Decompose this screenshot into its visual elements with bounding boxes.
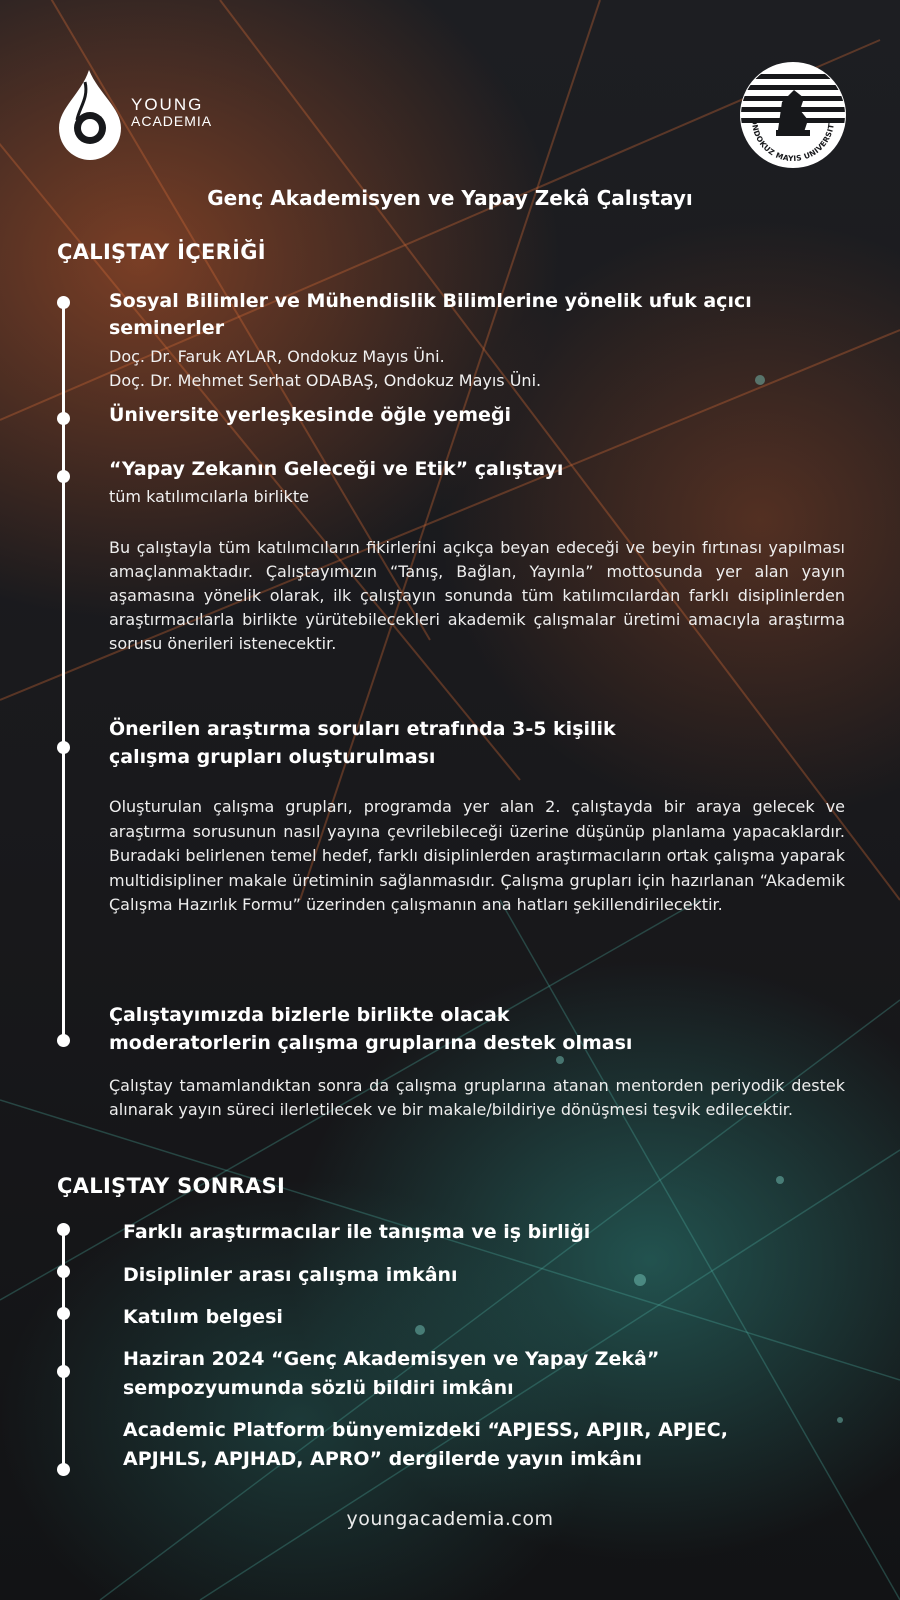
content-item-groups-title-line1: Önerilen araştırma soruları etrafında 3-5 kişilik: [109, 718, 616, 740]
timeline-dot: [57, 470, 70, 483]
content-item-ai-ethics-paragraph: Bu çalıştayla tüm katılımcıların fikirlerini açıkça beyan edeceği ve beyin fırtınası yapılması amaçlanmaktadır. Çalıştayımızın “Tanış, Bağlan, Yayınla” mottosunda yer alan yayın aşamasına yönelik olarak, ilk çalıştayın sonunda tüm katılımcılardan farklı disiplinlerden araştırmacılarla birlikte yürütebilecekleri akademik çalışmalar üretimi amacıyla araştırma sorusu önerileri istenecektir.: [109, 538, 845, 653]
content-item-groups-paragraph: Oluşturulan çalışma grupları, programda yer alan 2. çalıştayda bir araya gelecek ve araştırma sorusunun nasıl yayına çevrilebileceği üzerine düşünüp planlama yapacaklardır. Buradaki belirlenen temel hedef, farklı disiplinlerden araştırmacıların ortak çalışma yaparak multidisipliner makale üretiminin sağlanmasıdır. Çalışma grupları için hazırlanan “Akademik Çalışma Hazırlık Formu” üzerinden çalışmanın ana hatları şekillendirilecektir.: [109, 797, 845, 914]
brand-line-academia: ACADEMIA: [131, 113, 213, 129]
after-item-networking: Farklı araştırmacılar ile tanışma ve iş birliği: [123, 1221, 591, 1243]
after-item-certificate: Katılım belgesi: [123, 1306, 283, 1328]
content-item-ai-ethics-subtitle: tüm katılımcılarla birlikte: [109, 487, 309, 506]
content-item-moderators-paragraph: Çalıştay tamamlandıktan sonra da çalışma gruplarına atanan mentorden periyodik destek alınarak yayın süreci ilerletilecek ve bir makale/bildiriye dönüşmesi teşvik edilecektir.: [109, 1076, 845, 1119]
footer-website-link[interactable]: youngacademia.com: [346, 1508, 554, 1530]
after-item-symposium-line1: Haziran 2024 “Genç Akademisyen ve Yapay Zekâ”: [123, 1348, 660, 1370]
timeline-dot: [57, 296, 70, 309]
timeline-dot: [57, 1307, 70, 1320]
ondokuz-mayis-university-seal: [738, 60, 848, 170]
timeline-dot: [57, 1265, 70, 1278]
young-academia-logo: [55, 68, 225, 164]
timeline-dot: [57, 1463, 70, 1476]
after-item-journals-line1: Academic Platform bünyemizdeki “APJESS, APJIR, APJEC,: [123, 1419, 728, 1441]
timeline-dot: [57, 1223, 70, 1236]
after-item-journals-line2: APJHLS, APJHAD, APRO” dergilerde yayın imkânı: [123, 1448, 642, 1470]
content-item-ai-ethics-title: “Yapay Zekanın Geleceği ve Etik” çalıştayı: [109, 458, 564, 480]
after-item-symposium-line2: sempozyumunda sözlü bildiri imkânı: [123, 1377, 514, 1399]
content-item-moderators-title-line1: Çalıştayımızda bizlerle birlikte olacak: [109, 1004, 510, 1026]
timeline-dot: [57, 412, 70, 425]
content-item-moderators-title-line2: moderatorlerin çalışma gruplarına destek olması: [109, 1032, 633, 1054]
content-item-groups-title-line2: çalışma grupları oluşturulması: [109, 746, 436, 768]
brand-line-young: YOUNG: [131, 95, 204, 114]
seal-text: ONDOKUZ MAYIS UNIVERSITY: [749, 118, 837, 164]
content-item-seminars-title: Sosyal Bilimler ve Mühendislik Bilimlerine yönelik ufuk açıcı seminerler: [109, 290, 752, 339]
section-title-after: ÇALIŞTAY SONRASI: [57, 1174, 286, 1198]
flame-drop-logo-icon: [55, 68, 125, 164]
after-item-interdisciplinary: Disiplinler arası çalışma imkânı: [123, 1264, 458, 1286]
section-title-content: ÇALIŞTAY İÇERİĞİ: [57, 240, 266, 264]
timeline-dot: [57, 1034, 70, 1047]
page-title: Genç Akademisyen ve Yapay Zekâ Çalıştayı: [207, 186, 693, 210]
speaker-aylar: Doç. Dr. Faruk AYLAR, Ondokuz Mayıs Üni.: [109, 347, 445, 366]
timeline-dot: [57, 1365, 70, 1378]
speaker-odabas: Doç. Dr. Mehmet Serhat ODABAŞ, Ondokuz Mayıs Üni.: [109, 371, 542, 390]
timeline-dot: [57, 741, 70, 754]
content-item-lunch-title: Üniversite yerleşkesinde öğle yemeği: [109, 404, 512, 426]
